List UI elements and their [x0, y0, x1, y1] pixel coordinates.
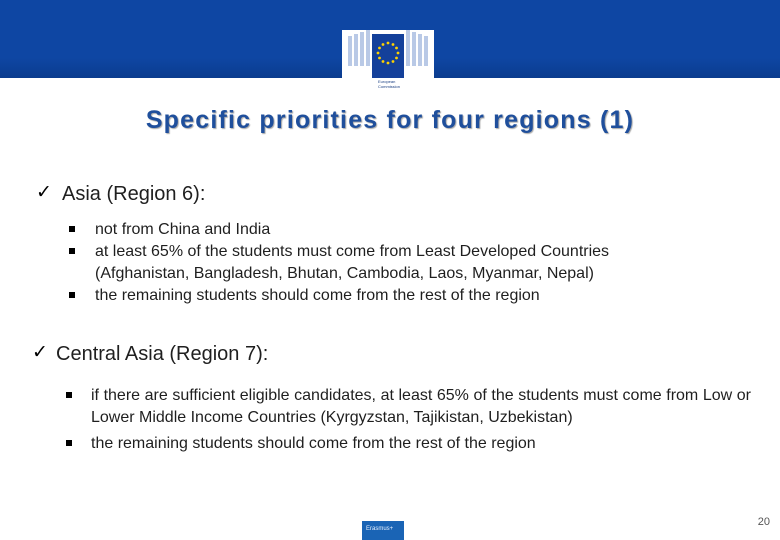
section-heading-central-asia: Central Asia (Region 7):: [56, 343, 269, 365]
checkmark-icon: ✓: [32, 342, 48, 363]
logo-flag: [372, 34, 404, 78]
page-title: Specific priorities for four regions (1): [145, 106, 635, 134]
checkmark-icon: ✓: [36, 182, 52, 203]
erasmus-plus-logo-text: Erasmus+: [366, 526, 394, 532]
list-item: the remaining students should come from the rest of the region: [91, 435, 536, 452]
square-bullet-icon: [69, 226, 75, 232]
square-bullet-icon: [69, 248, 75, 254]
square-bullet-icon: [69, 292, 75, 298]
list-item: not from China and India: [95, 221, 271, 238]
list-item: the remaining students should come from the rest of the region: [95, 287, 540, 304]
section-heading-asia: Asia (Region 6):: [62, 183, 206, 205]
logo-caption-line1: European: [378, 79, 396, 84]
logo-caption-line2: Commission: [378, 83, 401, 89]
list-item: if there are sufficient eligible candidates, at least 65% of the students must come from Low or Lower Middle Income Countries (Kyrgyzstan, Tajikistan, Uzbekistan): [91, 387, 751, 426]
logo-caption: [378, 80, 408, 89]
erasmus-plus-logo: [362, 521, 404, 540]
square-bullet-icon: [66, 392, 72, 398]
list-item: at least 65% of the students must come from Least Developed Countries (Afghanistan, Bangladesh, Bhutan, Cambodia, Laos, Myanmar, Nepal): [95, 243, 610, 282]
page-number: 20: [757, 516, 770, 528]
square-bullet-icon: [66, 440, 72, 446]
